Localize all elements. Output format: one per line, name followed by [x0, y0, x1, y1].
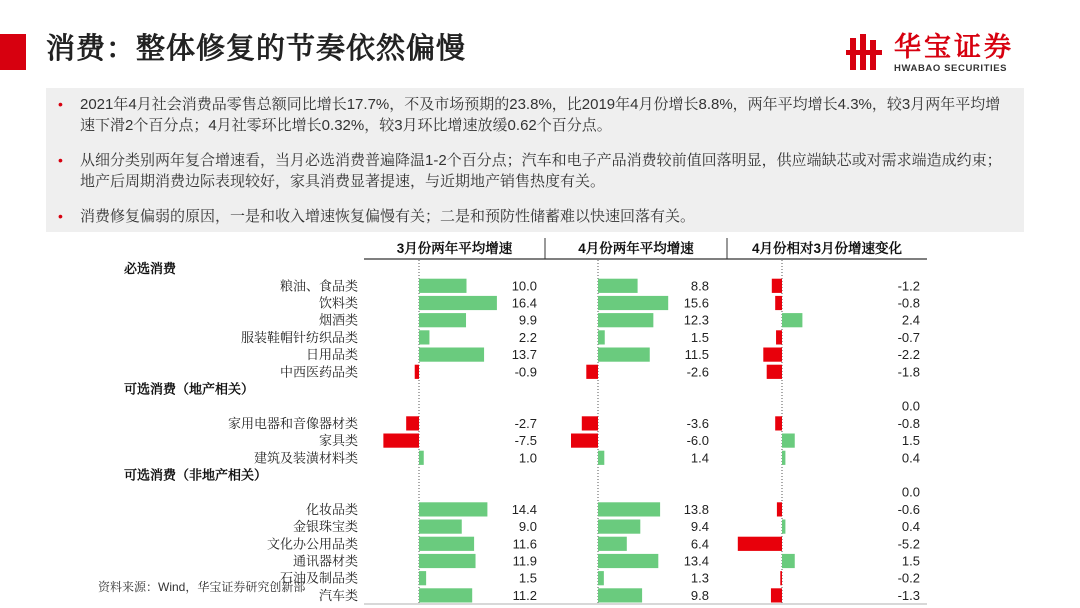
group-header: 可选消费（地产相关） [124, 381, 255, 397]
bar [586, 365, 598, 379]
bar [763, 348, 782, 362]
value-label: 11.6 [512, 536, 537, 552]
category-label: 建筑及装潢材料类 [253, 450, 358, 466]
value-label: 6.4 [690, 536, 709, 552]
bar [772, 279, 782, 293]
value-label: -3.6 [686, 415, 709, 431]
value-label: -0.8 [897, 295, 920, 311]
value-label: 0.0 [901, 484, 920, 500]
value-label: 1.5 [518, 570, 537, 586]
value-label: 1.5 [901, 553, 920, 569]
bar [767, 365, 782, 379]
bar [598, 537, 627, 551]
category-label: 烟酒类 [318, 312, 358, 328]
group-header: 可选消费（非地产相关） [124, 467, 268, 483]
category-label: 饮料类 [318, 295, 358, 311]
category-label: 日用品类 [305, 347, 358, 363]
value-label: -2.7 [514, 415, 537, 431]
bar [782, 554, 795, 568]
bar [782, 434, 795, 448]
value-label: 2.2 [518, 329, 537, 345]
value-label: 9.0 [518, 519, 537, 535]
value-label: 9.8 [690, 587, 709, 603]
bullet-text: 消费修复偏弱的原因，一是和收入增速恢复偏慢有关；二是和预防性储蓄难以快速回落有关。 [80, 208, 696, 225]
bar [598, 296, 668, 310]
bar [419, 520, 462, 534]
bullet-item [58, 206, 1008, 227]
value-label: -2.2 [897, 347, 920, 363]
bar [598, 313, 653, 327]
value-label: -0.6 [897, 501, 920, 517]
value-label: -7.5 [514, 433, 537, 449]
brand-mark-icon [846, 32, 882, 72]
source-note: 资料来源：Wind，华宝证券研究创新部 [98, 580, 306, 594]
category-label: 文化办公用品类 [266, 536, 358, 552]
bar [598, 571, 604, 585]
bar [419, 554, 476, 568]
value-label: 1.5 [690, 329, 709, 345]
value-label: -1.3 [897, 587, 920, 603]
bar [419, 330, 429, 344]
bar [775, 416, 782, 430]
title-accent-bar [0, 34, 26, 70]
bullet-text: 从细分类别两年复合增速看，当月必选消费普遍降温1-2个百分点；汽车和电子产品消费较前值回落明显，供应端缺芯或对需求端造成约束；地产后周期消费边际表现较好，家具消费显著提速，与近期地产销售热度有关。 [80, 152, 1002, 190]
value-label: -0.2 [897, 570, 920, 586]
bar [419, 348, 484, 362]
bar [775, 296, 782, 310]
value-label: 13.7 [511, 347, 537, 363]
value-label: 1.0 [518, 450, 537, 466]
bullet-text: 2021年4月社会消费品零售总额同比增长17.7%，不及市场预期的23.8%，比2019年4月份增长8.8%，两年平均增长4.3%，较3月两年平均增速下滑2个百分点；4月社零环比增长0.32%，较3月环比增速放缓0.62个百分点。 [80, 96, 1001, 134]
value-label: 12.3 [683, 312, 709, 328]
bullet-item [58, 150, 1008, 192]
value-label: 15.6 [683, 295, 709, 311]
category-label: 服装鞋帽针纺织品类 [240, 329, 358, 345]
value-label: 2.4 [901, 312, 920, 328]
value-label: -0.7 [897, 329, 920, 345]
slide-title: 消费：整体修复的节奏依然偏慢 [46, 33, 467, 65]
category-label: 家具类 [318, 433, 358, 449]
value-label: 1.5 [901, 433, 920, 449]
value-label: 13.4 [683, 553, 709, 569]
summary-box [46, 88, 1024, 232]
bar [598, 279, 638, 293]
value-label: 14.4 [511, 501, 537, 517]
bar [776, 330, 782, 344]
value-label: -0.9 [514, 364, 537, 380]
bar [782, 313, 802, 327]
value-label: 9.9 [518, 312, 537, 328]
bar [780, 571, 782, 585]
value-label: 0.0 [901, 398, 920, 414]
value-label: 11.2 [512, 587, 537, 603]
bar [419, 502, 487, 516]
bar [419, 279, 467, 293]
value-label: -5.2 [897, 536, 920, 552]
bar [782, 520, 785, 534]
value-label: 8.8 [690, 278, 709, 294]
value-label: 0.4 [901, 450, 920, 466]
brand-logo [846, 32, 1041, 78]
brand-name-en: HWABAO SECURITIES [894, 63, 1008, 74]
category-label: 家用电器和音像器材类 [227, 415, 358, 431]
value-label: -1.8 [897, 364, 920, 380]
bar [771, 588, 782, 602]
bar [406, 416, 419, 430]
bullet-dot-icon: • [58, 152, 63, 168]
value-label: -6.0 [686, 433, 709, 449]
bar [598, 520, 640, 534]
bullet-dot-icon: • [58, 96, 63, 112]
bar [598, 451, 604, 465]
category-label: 石油及制品类 [279, 570, 358, 586]
brand-name-cn: 华宝证券 [894, 32, 1014, 62]
bar [415, 365, 419, 379]
value-label: 1.4 [690, 450, 709, 466]
bar [419, 313, 466, 327]
bar [419, 296, 497, 310]
value-label: 11.5 [684, 347, 709, 363]
bar [598, 554, 658, 568]
category-label: 粮油、食品类 [279, 278, 358, 294]
series-header: 3月份两年平均增速 [396, 241, 513, 256]
bar [419, 451, 424, 465]
category-label: 金银珠宝类 [292, 519, 358, 535]
bullet-dot-icon: • [58, 208, 63, 224]
bar [598, 330, 605, 344]
bar [598, 502, 660, 516]
series-header: 4月份两年平均增速 [578, 241, 694, 256]
bar [582, 416, 598, 430]
bar [738, 537, 782, 551]
bar [571, 434, 598, 448]
bar [419, 588, 472, 602]
value-label: 16.4 [511, 295, 537, 311]
value-label: 10.0 [511, 278, 537, 294]
bar [782, 451, 785, 465]
value-label: 0.4 [901, 519, 920, 535]
value-label: -1.2 [897, 278, 920, 294]
bar [777, 502, 782, 516]
category-label: 中西医药品类 [279, 364, 358, 380]
bar [598, 588, 642, 602]
value-label: -2.6 [686, 364, 709, 380]
series-header: 4月份相对3月份增速变化 [751, 241, 903, 256]
bullet-item [58, 94, 1008, 136]
value-label: 1.3 [690, 570, 709, 586]
category-label: 化妆品类 [305, 501, 358, 517]
bar [383, 434, 419, 448]
value-label: 9.4 [690, 519, 709, 535]
value-label: 13.8 [683, 501, 709, 517]
bar [419, 537, 474, 551]
bar [598, 348, 650, 362]
value-label: -0.8 [897, 415, 920, 431]
category-label: 通讯器材类 [292, 553, 358, 569]
value-label: 11.9 [512, 553, 537, 569]
group-header: 必选消费 [124, 261, 177, 277]
category-label: 汽车类 [318, 587, 358, 603]
bar [419, 571, 426, 585]
